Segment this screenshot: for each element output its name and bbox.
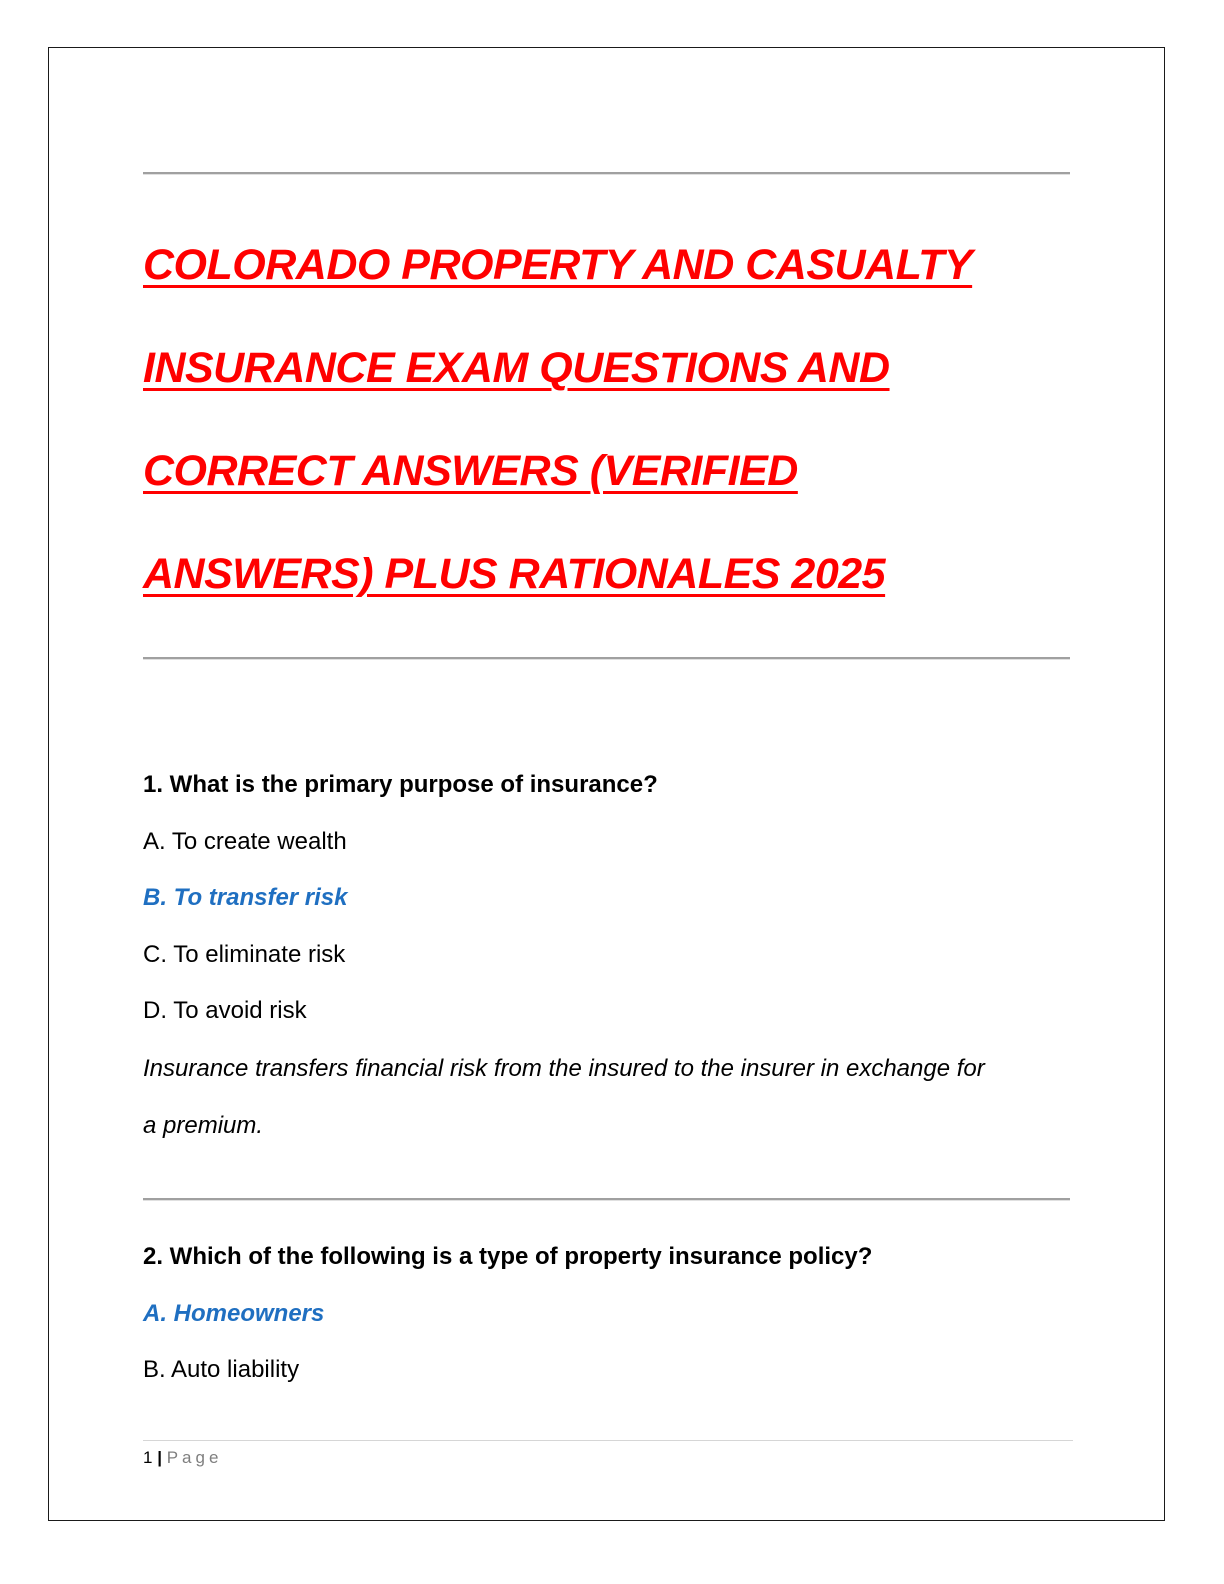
title-line: CORRECT ANSWERS (VERIFIED xyxy=(143,447,798,495)
question-block-2 xyxy=(143,1229,1073,1399)
answer-option: B. Auto liability xyxy=(143,1356,300,1383)
question-block-1 xyxy=(143,757,1073,1154)
page-label: Page xyxy=(166,1448,223,1467)
correct-answer-option: B. To transfer risk xyxy=(143,884,348,911)
footer-separator: | xyxy=(157,1448,162,1467)
title-bottom-rule xyxy=(143,657,1070,660)
title-top-rule xyxy=(143,172,1070,175)
question-divider-rule xyxy=(143,1198,1070,1201)
answer-option: A. To create wealth xyxy=(143,827,347,855)
answer-option: C. To eliminate risk xyxy=(143,940,346,968)
document-title xyxy=(143,214,1103,626)
page-footer xyxy=(143,1448,222,1468)
title-line: COLORADO PROPERTY AND CASUALTY xyxy=(143,241,973,289)
footer-rule xyxy=(143,1440,1073,1441)
title-line: ANSWERS) PLUS RATIONALES 2025 xyxy=(143,550,886,598)
rationale-text: Insurance transfers financial risk from the insured to the insurer in exchange for a premium. xyxy=(143,1054,985,1139)
question-text: 2. Which of the following is a type of property insurance policy? xyxy=(143,1243,873,1270)
answer-option: D. To avoid risk xyxy=(143,997,307,1024)
title-line: INSURANCE EXAM QUESTIONS AND xyxy=(143,344,890,392)
question-text: 1. What is the primary purpose of insurance? xyxy=(143,771,658,798)
page-number: 1 xyxy=(143,1448,153,1467)
correct-answer-option: A. Homeowners xyxy=(143,1299,325,1327)
